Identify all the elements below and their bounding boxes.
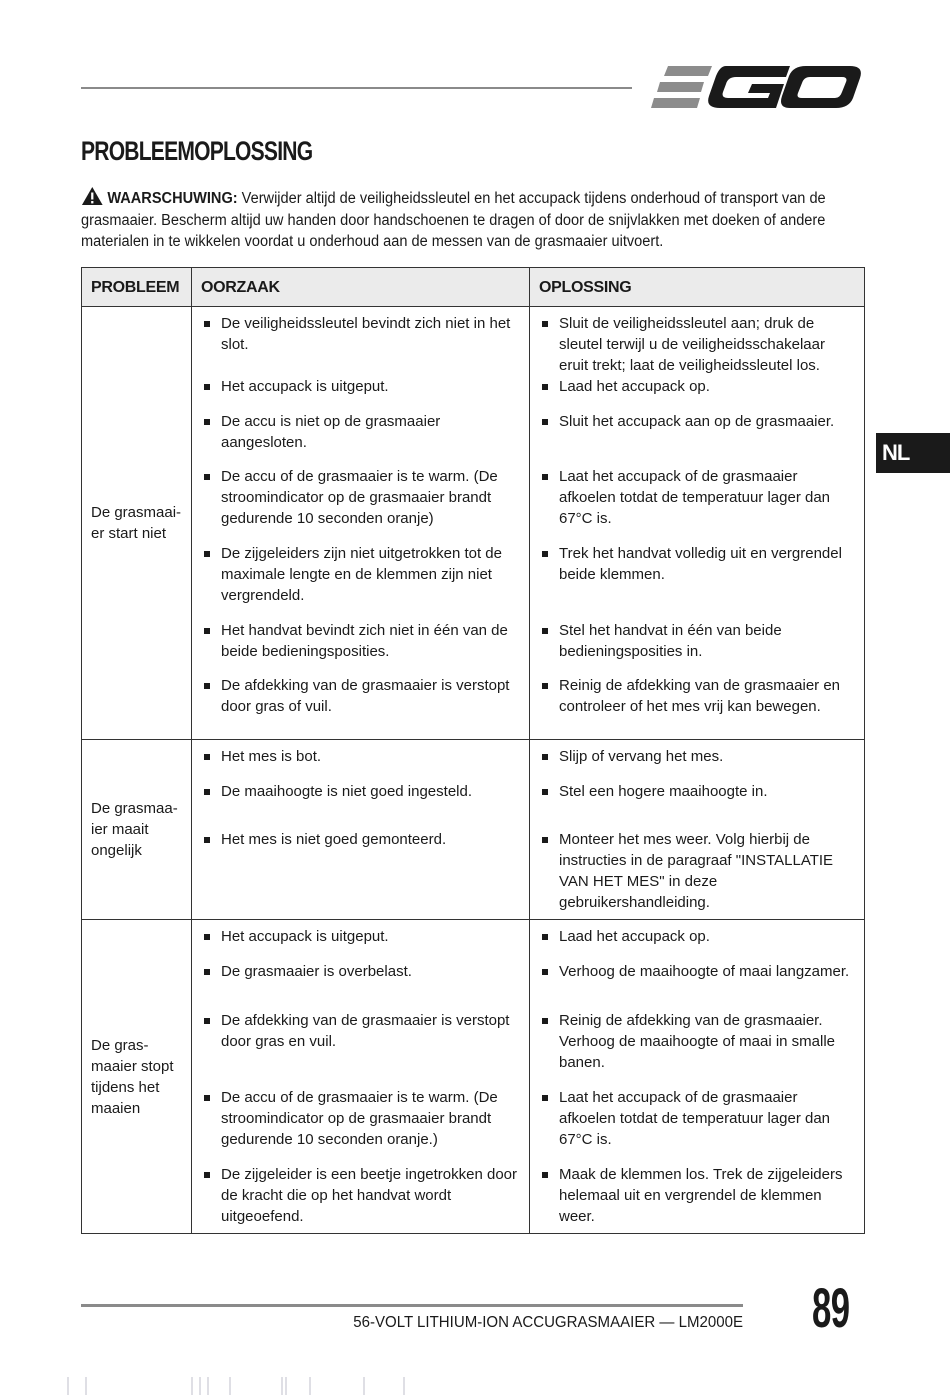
list-item: De zijgeleiders zijn niet uitgetrokken tot de maximale lengte en de klemmen zijn niet vergrendeld.: [202, 543, 521, 620]
footer-title: 56-VOLT LITHIUM-ION ACCUGRASMAAIER — LM2000E: [353, 1314, 743, 1331]
problem-cell: De grasmaa-ier maait ongelijk: [82, 740, 192, 920]
problem-cell: De grasmaai-er start niet: [82, 307, 192, 740]
header-solution: OPLOSSING: [530, 268, 865, 307]
cause-cell: [192, 307, 530, 740]
troubleshooting-table: [81, 267, 865, 1234]
print-marks: [60, 1375, 460, 1397]
list-item: Stel een hogere maaihoogte in.: [540, 781, 856, 829]
table-header-row: [82, 268, 865, 307]
list-item: Trek het handvat volledig uit en vergrendel beide klemmen.: [540, 543, 856, 620]
list-item: Verhoog de maaihoogte of maai langzamer.: [540, 961, 856, 1010]
list-item: Sluit de veiligheidssleutel aan; druk de sleutel terwijl u de veiligheidsschakelaar eruit trekt; laat de veiligheidssleutel los.: [540, 313, 856, 376]
list-item: De afdekking van de grasmaaier is verstopt door gras of vuil.: [202, 675, 521, 717]
list-item: De accu of de grasmaaier is te warm. (De stroomindicator op de grasmaaier brandt gedurende 10 seconden oranje): [202, 466, 521, 543]
table-row: [82, 920, 865, 1234]
list-item: Stel het handvat in één van beide bedieningsposities in.: [540, 620, 856, 675]
table-row: [82, 740, 865, 920]
list-item: De maaihoogte is niet goed ingesteld.: [202, 781, 521, 829]
list-item: Monteer het mes weer. Volg hierbij de instructies in de paragraaf "INSTALLATIE VAN HET MES" in deze gebruikershandleiding.: [540, 829, 856, 913]
page-number: 89: [812, 1276, 850, 1339]
list-item: Reinig de afdekking van de grasmaaier en controleer of het mes vrij kan bewegen.: [540, 675, 856, 717]
solution-cell: [530, 920, 865, 1234]
solution-cell: [530, 740, 865, 920]
list-item: Het handvat bevindt zich niet in één van de beide bedieningsposities.: [202, 620, 521, 675]
warning-paragraph: [81, 186, 871, 253]
header-cause: OORZAAK: [192, 268, 530, 307]
list-item: Het accupack is uitgeput.: [202, 926, 521, 961]
list-item: Laad het accupack op.: [540, 376, 856, 411]
list-item: De accu of de grasmaaier is te warm. (De stroomindicator op de grasmaaier brandt gedurende 10 seconden oranje.): [202, 1087, 521, 1164]
warning-text: Verwijder altijd de veiligheidssleutel en het accupack tijdens onderhoud of transport van de grasmaaier. Bescherm altijd uw handen door handschoenen te dragen of door de snijvlakken met doeken of andere materialen in te wikkelen voordat u onderhoud aan de messen van de grasmaaier uitvoert.: [81, 190, 826, 250]
list-item: Laat het accupack of de grasmaaier afkoelen totdat de temperatuur lager dan 67°C is.: [540, 466, 856, 543]
header-rule: [81, 87, 632, 89]
cause-cell: [192, 740, 530, 920]
list-item: De veiligheidssleutel bevindt zich niet in het slot.: [202, 313, 521, 376]
warning-label: WAARSCHUWING:: [107, 190, 238, 207]
list-item: De afdekking van de grasmaaier is verstopt door gras en vuil.: [202, 1010, 521, 1087]
list-item: Sluit het accupack aan op de grasmaaier.: [540, 411, 856, 466]
problem-cell: De gras-maaier stopt tijdens het maaien: [82, 920, 192, 1234]
language-tab: NL: [876, 433, 950, 473]
list-item: Maak de klemmen los. Trek de zijgeleiders helemaal uit en vergrendel de klemmen weer.: [540, 1164, 856, 1227]
list-item: Slijp of vervang het mes.: [540, 746, 856, 781]
list-item: De zijgeleider is een beetje ingetrokken door de kracht die op het handvat wordt uitgeoefend.: [202, 1164, 521, 1227]
solution-cell: [530, 307, 865, 740]
footer-rule: [81, 1304, 743, 1307]
list-item: Laad het accupack op.: [540, 926, 856, 961]
page-title: PROBLEEMOPLOSSING: [81, 136, 313, 166]
ego-logo: [650, 62, 862, 114]
header-problem: PROBLEEM: [82, 268, 192, 307]
list-item: De grasmaaier is overbelast.: [202, 961, 521, 1010]
list-item: Reinig de afdekking van de grasmaaier. Verhoog de maaihoogte of maai in smalle banen.: [540, 1010, 856, 1087]
list-item: Het accupack is uitgeput.: [202, 376, 521, 411]
table-row: [82, 307, 865, 740]
list-item: Laat het accupack of de grasmaaier afkoelen totdat de temperatuur lager dan 67°C is.: [540, 1087, 856, 1164]
list-item: Het mes is bot.: [202, 746, 521, 781]
list-item: De accu is niet op de grasmaaier aangesloten.: [202, 411, 521, 466]
warning-icon: [81, 186, 104, 206]
cause-cell: [192, 920, 530, 1234]
list-item: Het mes is niet goed gemonteerd.: [202, 829, 521, 850]
